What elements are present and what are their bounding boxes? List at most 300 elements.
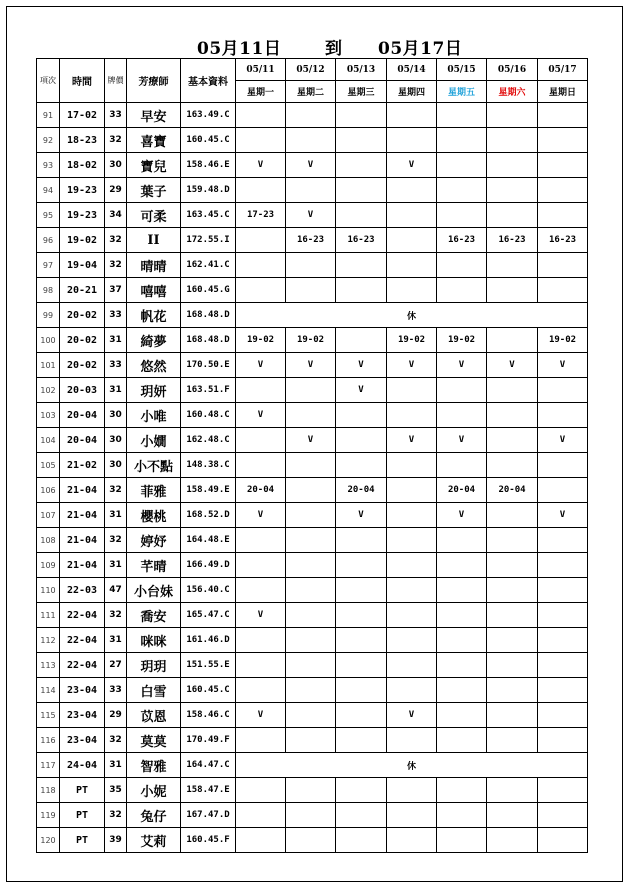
row-price: 30 xyxy=(105,453,127,478)
schedule-cell: V xyxy=(387,153,437,178)
schedule-cell xyxy=(437,128,487,153)
row-time: 19-04 xyxy=(60,253,105,278)
table-row xyxy=(37,403,588,428)
table-row xyxy=(37,778,588,803)
table-row xyxy=(37,278,588,303)
row-price: 32 xyxy=(105,603,127,628)
schedule-cell xyxy=(236,628,286,653)
schedule-cell xyxy=(538,603,588,628)
schedule-cell: V xyxy=(437,353,487,378)
schedule-cell xyxy=(336,153,387,178)
table-row xyxy=(37,303,588,328)
schedule-cell: 16-23 xyxy=(336,228,387,253)
schedule-cell xyxy=(487,778,538,803)
schedule-cell xyxy=(286,828,336,853)
row-therapist-name: 咪咪 xyxy=(127,628,181,653)
row-basic-info: 156.40.C xyxy=(181,578,236,603)
col-header-info: 基本資料 xyxy=(181,59,236,103)
schedule-cell xyxy=(286,803,336,828)
schedule-cell xyxy=(487,503,538,528)
row-therapist-name: 喬安 xyxy=(127,603,181,628)
row-basic-info: 161.46.D xyxy=(181,628,236,653)
row-basic-info: 158.47.E xyxy=(181,778,236,803)
schedule-cell xyxy=(487,428,538,453)
day-header-weekday: 星期五 xyxy=(437,81,487,103)
row-therapist-name: 晴晴 xyxy=(127,253,181,278)
schedule-cell xyxy=(286,578,336,603)
schedule-cell xyxy=(387,128,437,153)
end-date: 05月17日 xyxy=(378,39,463,59)
row-price: 39 xyxy=(105,828,127,853)
row-index: 115 xyxy=(37,703,60,728)
schedule-cell: V xyxy=(236,153,286,178)
row-price: 29 xyxy=(105,703,127,728)
row-therapist-name: 小不點 xyxy=(127,453,181,478)
schedule-cell xyxy=(437,453,487,478)
table-row xyxy=(37,553,588,578)
row-basic-info: 162.48.C xyxy=(181,428,236,453)
row-price: 35 xyxy=(105,778,127,803)
schedule-cell xyxy=(336,728,387,753)
row-time: 23-04 xyxy=(60,728,105,753)
row-time: 22-04 xyxy=(60,653,105,678)
schedule-cell: 19-02 xyxy=(387,328,437,353)
row-price: 37 xyxy=(105,278,127,303)
table-row xyxy=(37,753,588,778)
schedule-cell: V xyxy=(437,428,487,453)
table-row xyxy=(37,728,588,753)
schedule-cell xyxy=(538,403,588,428)
day-header-weekday: 星期四 xyxy=(387,81,437,103)
row-time: 22-04 xyxy=(60,628,105,653)
schedule-cell xyxy=(286,378,336,403)
col-header-therapist: 芳療師 xyxy=(127,59,181,103)
schedule-cell xyxy=(387,378,437,403)
schedule-cell xyxy=(336,128,387,153)
row-index: 111 xyxy=(37,603,60,628)
row-price: 32 xyxy=(105,478,127,503)
schedule-cell xyxy=(437,828,487,853)
row-price: 32 xyxy=(105,803,127,828)
schedule-cell xyxy=(286,403,336,428)
day-header-date: 05/16 xyxy=(487,59,538,81)
schedule-cell xyxy=(538,578,588,603)
row-index: 117 xyxy=(37,753,60,778)
schedule-cell xyxy=(487,328,538,353)
day-header-date: 05/15 xyxy=(437,59,487,81)
row-therapist-name: 艾莉 xyxy=(127,828,181,853)
day-header-weekday: 星期一 xyxy=(236,81,286,103)
row-therapist-name: 櫻桃 xyxy=(127,503,181,528)
schedule-cell xyxy=(387,178,437,203)
row-therapist-name: 小嫺 xyxy=(127,428,181,453)
schedule-cell xyxy=(236,528,286,553)
schedule-cell: 19-02 xyxy=(286,328,336,353)
schedule-cell xyxy=(286,603,336,628)
schedule-cell xyxy=(286,553,336,578)
schedule-cell xyxy=(487,128,538,153)
schedule-cell xyxy=(286,678,336,703)
header-row-dates xyxy=(37,59,588,81)
schedule-cell xyxy=(437,153,487,178)
schedule-cell xyxy=(286,653,336,678)
row-therapist-name: 早安 xyxy=(127,103,181,128)
schedule-cell xyxy=(487,628,538,653)
schedule-cell xyxy=(236,728,286,753)
schedule-cell xyxy=(487,203,538,228)
row-index: 116 xyxy=(37,728,60,753)
row-index: 105 xyxy=(37,453,60,478)
row-price: 31 xyxy=(105,378,127,403)
table-row xyxy=(37,128,588,153)
schedule-cell xyxy=(487,828,538,853)
row-index: 110 xyxy=(37,578,60,603)
schedule-cell xyxy=(487,678,538,703)
col-header-price: 牌價 xyxy=(105,59,127,103)
schedule-cell: 16-23 xyxy=(286,228,336,253)
schedule-cell: V xyxy=(387,703,437,728)
schedule-cell: 19-02 xyxy=(437,328,487,353)
schedule-cell xyxy=(487,728,538,753)
schedule-cell xyxy=(437,628,487,653)
row-basic-info: 162.41.C xyxy=(181,253,236,278)
schedule-cell xyxy=(487,578,538,603)
schedule-cell xyxy=(487,553,538,578)
schedule-cell: V xyxy=(336,503,387,528)
row-therapist-name: 玥玥 xyxy=(127,653,181,678)
row-price: 32 xyxy=(105,728,127,753)
row-time: 20-21 xyxy=(60,278,105,303)
schedule-cell xyxy=(286,728,336,753)
schedule-cell xyxy=(336,253,387,278)
schedule-cell xyxy=(236,578,286,603)
row-basic-info: 167.47.D xyxy=(181,803,236,828)
row-index: 113 xyxy=(37,653,60,678)
schedule-cell xyxy=(487,103,538,128)
table-row xyxy=(37,678,588,703)
row-index: 120 xyxy=(37,828,60,853)
schedule-cell xyxy=(487,403,538,428)
row-basic-info: 164.47.C xyxy=(181,753,236,778)
row-time: 19-23 xyxy=(60,203,105,228)
schedule-cell xyxy=(236,128,286,153)
row-index: 91 xyxy=(37,103,60,128)
row-price: 33 xyxy=(105,678,127,703)
schedule-cell xyxy=(538,553,588,578)
row-time: 23-04 xyxy=(60,703,105,728)
row-index: 98 xyxy=(37,278,60,303)
row-price: 31 xyxy=(105,503,127,528)
row-index: 92 xyxy=(37,128,60,153)
table-row xyxy=(37,828,588,853)
schedule-cell xyxy=(286,103,336,128)
schedule-cell xyxy=(437,653,487,678)
schedule-cell xyxy=(236,778,286,803)
row-index: 118 xyxy=(37,778,60,803)
schedule-cell xyxy=(437,403,487,428)
schedule-cell xyxy=(286,778,336,803)
schedule-cell xyxy=(538,678,588,703)
schedule-cell xyxy=(538,778,588,803)
row-therapist-name: 兔仔 xyxy=(127,803,181,828)
schedule-cell: V xyxy=(538,503,588,528)
schedule-cell xyxy=(236,803,286,828)
row-time: 23-04 xyxy=(60,678,105,703)
row-price: 32 xyxy=(105,128,127,153)
row-price: 32 xyxy=(105,228,127,253)
row-time: 24-04 xyxy=(60,753,105,778)
table-row xyxy=(37,328,588,353)
schedule-cell xyxy=(437,553,487,578)
table-row xyxy=(37,653,588,678)
schedule-cell xyxy=(538,378,588,403)
schedule-cell xyxy=(437,803,487,828)
schedule-cell xyxy=(387,803,437,828)
start-date: 05月11日 xyxy=(197,39,282,59)
row-time: 18-23 xyxy=(60,128,105,153)
schedule-cell xyxy=(387,478,437,503)
table-row xyxy=(37,428,588,453)
schedule-cell xyxy=(538,278,588,303)
day-header-weekday: 星期三 xyxy=(336,81,387,103)
row-basic-info: 158.46.E xyxy=(181,153,236,178)
row-index: 108 xyxy=(37,528,60,553)
row-basic-info: 170.49.F xyxy=(181,728,236,753)
row-index: 104 xyxy=(37,428,60,453)
schedule-cell xyxy=(286,453,336,478)
schedule-cell xyxy=(387,678,437,703)
schedule-cell xyxy=(236,253,286,278)
schedule-cell xyxy=(336,453,387,478)
schedule-cell xyxy=(286,503,336,528)
schedule-cell xyxy=(487,153,538,178)
row-index: 112 xyxy=(37,628,60,653)
row-index: 94 xyxy=(37,178,60,203)
schedule-cell: V xyxy=(236,603,286,628)
row-index: 100 xyxy=(37,328,60,353)
schedule-cell: 16-23 xyxy=(538,228,588,253)
row-basic-info: 160.45.C xyxy=(181,128,236,153)
row-therapist-name: 智雅 xyxy=(127,753,181,778)
schedule-cell xyxy=(437,703,487,728)
schedule-cell xyxy=(387,603,437,628)
row-basic-info: 158.46.C xyxy=(181,703,236,728)
row-basic-info: 163.51.F xyxy=(181,378,236,403)
day-header-weekday: 星期二 xyxy=(286,81,336,103)
row-basic-info: 172.55.I xyxy=(181,228,236,253)
row-basic-info: 158.49.E xyxy=(181,478,236,503)
row-therapist-name: 葉子 xyxy=(127,178,181,203)
table-row xyxy=(37,603,588,628)
schedule-cell: 19-02 xyxy=(538,328,588,353)
schedule-cell xyxy=(286,178,336,203)
table-row xyxy=(37,453,588,478)
row-time: 20-02 xyxy=(60,353,105,378)
schedule-cell: V xyxy=(387,428,437,453)
schedule-cell: V xyxy=(286,153,336,178)
schedule-cell xyxy=(336,278,387,303)
schedule-cell xyxy=(387,728,437,753)
schedule-cell xyxy=(437,728,487,753)
schedule-cell: V xyxy=(286,428,336,453)
schedule-cell: 16-23 xyxy=(487,228,538,253)
row-time: 22-04 xyxy=(60,603,105,628)
schedule-cell: V xyxy=(538,353,588,378)
schedule-cell xyxy=(236,678,286,703)
row-therapist-name: 喜寶 xyxy=(127,128,181,153)
schedule-cell xyxy=(538,178,588,203)
schedule-cell: V xyxy=(236,353,286,378)
row-time: 22-03 xyxy=(60,578,105,603)
row-index: 93 xyxy=(37,153,60,178)
schedule-cell xyxy=(336,628,387,653)
row-index: 102 xyxy=(37,378,60,403)
row-price: 31 xyxy=(105,328,127,353)
schedule-cell xyxy=(387,228,437,253)
schedule-cell xyxy=(538,803,588,828)
schedule-cell xyxy=(387,103,437,128)
schedule-cell xyxy=(487,528,538,553)
schedule-cell xyxy=(387,253,437,278)
schedule-cell xyxy=(387,528,437,553)
schedule-cell xyxy=(286,278,336,303)
row-therapist-name: 可柔 xyxy=(127,203,181,228)
schedule-cell xyxy=(236,428,286,453)
table-row xyxy=(37,378,588,403)
schedule-cell: V xyxy=(538,428,588,453)
table-row xyxy=(37,803,588,828)
day-header-date: 05/17 xyxy=(538,59,588,81)
schedule-cell: 19-02 xyxy=(236,328,286,353)
row-therapist-name: 小台妹 xyxy=(127,578,181,603)
table-row xyxy=(37,628,588,653)
schedule-table xyxy=(36,58,588,853)
schedule-cell xyxy=(336,703,387,728)
schedule-cell xyxy=(336,603,387,628)
schedule-cell: V xyxy=(387,353,437,378)
row-price: 33 xyxy=(105,353,127,378)
schedule-cell xyxy=(336,553,387,578)
row-time: 21-04 xyxy=(60,553,105,578)
day-header-date: 05/11 xyxy=(236,59,286,81)
table-row xyxy=(37,703,588,728)
table-row xyxy=(37,478,588,503)
schedule-cell xyxy=(286,128,336,153)
row-time: 19-02 xyxy=(60,228,105,253)
row-therapist-name: 小唯 xyxy=(127,403,181,428)
schedule-cell xyxy=(538,703,588,728)
schedule-cell xyxy=(236,378,286,403)
schedule-cell xyxy=(387,778,437,803)
row-time: PT xyxy=(60,828,105,853)
row-therapist-name: II xyxy=(127,228,181,253)
row-index: 106 xyxy=(37,478,60,503)
schedule-cell: 20-04 xyxy=(437,478,487,503)
row-therapist-name: 綺夢 xyxy=(127,328,181,353)
row-therapist-name: 苡恩 xyxy=(127,703,181,728)
schedule-cell xyxy=(437,203,487,228)
row-time: 18-02 xyxy=(60,153,105,178)
schedule-cell xyxy=(236,553,286,578)
table-row xyxy=(37,203,588,228)
schedule-cell xyxy=(538,828,588,853)
schedule-cell xyxy=(538,203,588,228)
row-index: 95 xyxy=(37,203,60,228)
schedule-cell: V xyxy=(236,703,286,728)
schedule-cell xyxy=(437,778,487,803)
row-time: 20-03 xyxy=(60,378,105,403)
row-basic-info: 160.45.C xyxy=(181,678,236,703)
schedule-cell xyxy=(286,478,336,503)
schedule-cell xyxy=(387,503,437,528)
schedule-cell: 16-23 xyxy=(437,228,487,253)
schedule-cell xyxy=(286,703,336,728)
row-time: 20-04 xyxy=(60,403,105,428)
schedule-cell xyxy=(336,178,387,203)
table-row xyxy=(37,103,588,128)
row-basic-info: 159.48.D xyxy=(181,178,236,203)
schedule-title xyxy=(0,34,631,58)
row-time: 20-02 xyxy=(60,303,105,328)
schedule-cell xyxy=(336,778,387,803)
schedule-cell xyxy=(538,103,588,128)
row-index: 114 xyxy=(37,678,60,703)
table-row xyxy=(37,503,588,528)
row-price: 27 xyxy=(105,653,127,678)
schedule-cell: V xyxy=(487,353,538,378)
schedule-cell xyxy=(236,178,286,203)
schedule-cell xyxy=(336,578,387,603)
row-price: 33 xyxy=(105,103,127,128)
row-therapist-name: 婷妤 xyxy=(127,528,181,553)
schedule-cell xyxy=(387,453,437,478)
schedule-cell xyxy=(236,653,286,678)
schedule-cell xyxy=(437,278,487,303)
schedule-cell xyxy=(538,728,588,753)
row-basic-info: 160.48.C xyxy=(181,403,236,428)
schedule-cell xyxy=(336,653,387,678)
col-header-time: 時間 xyxy=(60,59,105,103)
schedule-cell xyxy=(437,578,487,603)
row-basic-info: 170.50.E xyxy=(181,353,236,378)
schedule-cell xyxy=(286,528,336,553)
table-row xyxy=(37,253,588,278)
title-connector: 到 xyxy=(325,39,343,59)
table-row xyxy=(37,228,588,253)
schedule-cell xyxy=(538,453,588,478)
row-basic-info: 160.45.F xyxy=(181,828,236,853)
schedule-cell xyxy=(286,628,336,653)
col-header-index: 項次 xyxy=(37,59,60,103)
schedule-cell xyxy=(387,553,437,578)
row-index: 103 xyxy=(37,403,60,428)
schedule-cell xyxy=(286,253,336,278)
schedule-cell xyxy=(538,128,588,153)
schedule-cell xyxy=(236,453,286,478)
schedule-cell xyxy=(236,228,286,253)
row-time: 17-02 xyxy=(60,103,105,128)
schedule-cell xyxy=(437,678,487,703)
schedule-cell xyxy=(437,178,487,203)
row-therapist-name: 小妮 xyxy=(127,778,181,803)
schedule-cell xyxy=(538,253,588,278)
day-header-date: 05/13 xyxy=(336,59,387,81)
row-therapist-name: 菲雅 xyxy=(127,478,181,503)
table-row xyxy=(37,528,588,553)
table-row xyxy=(37,178,588,203)
row-basic-info: 163.45.C xyxy=(181,203,236,228)
schedule-cell xyxy=(336,428,387,453)
